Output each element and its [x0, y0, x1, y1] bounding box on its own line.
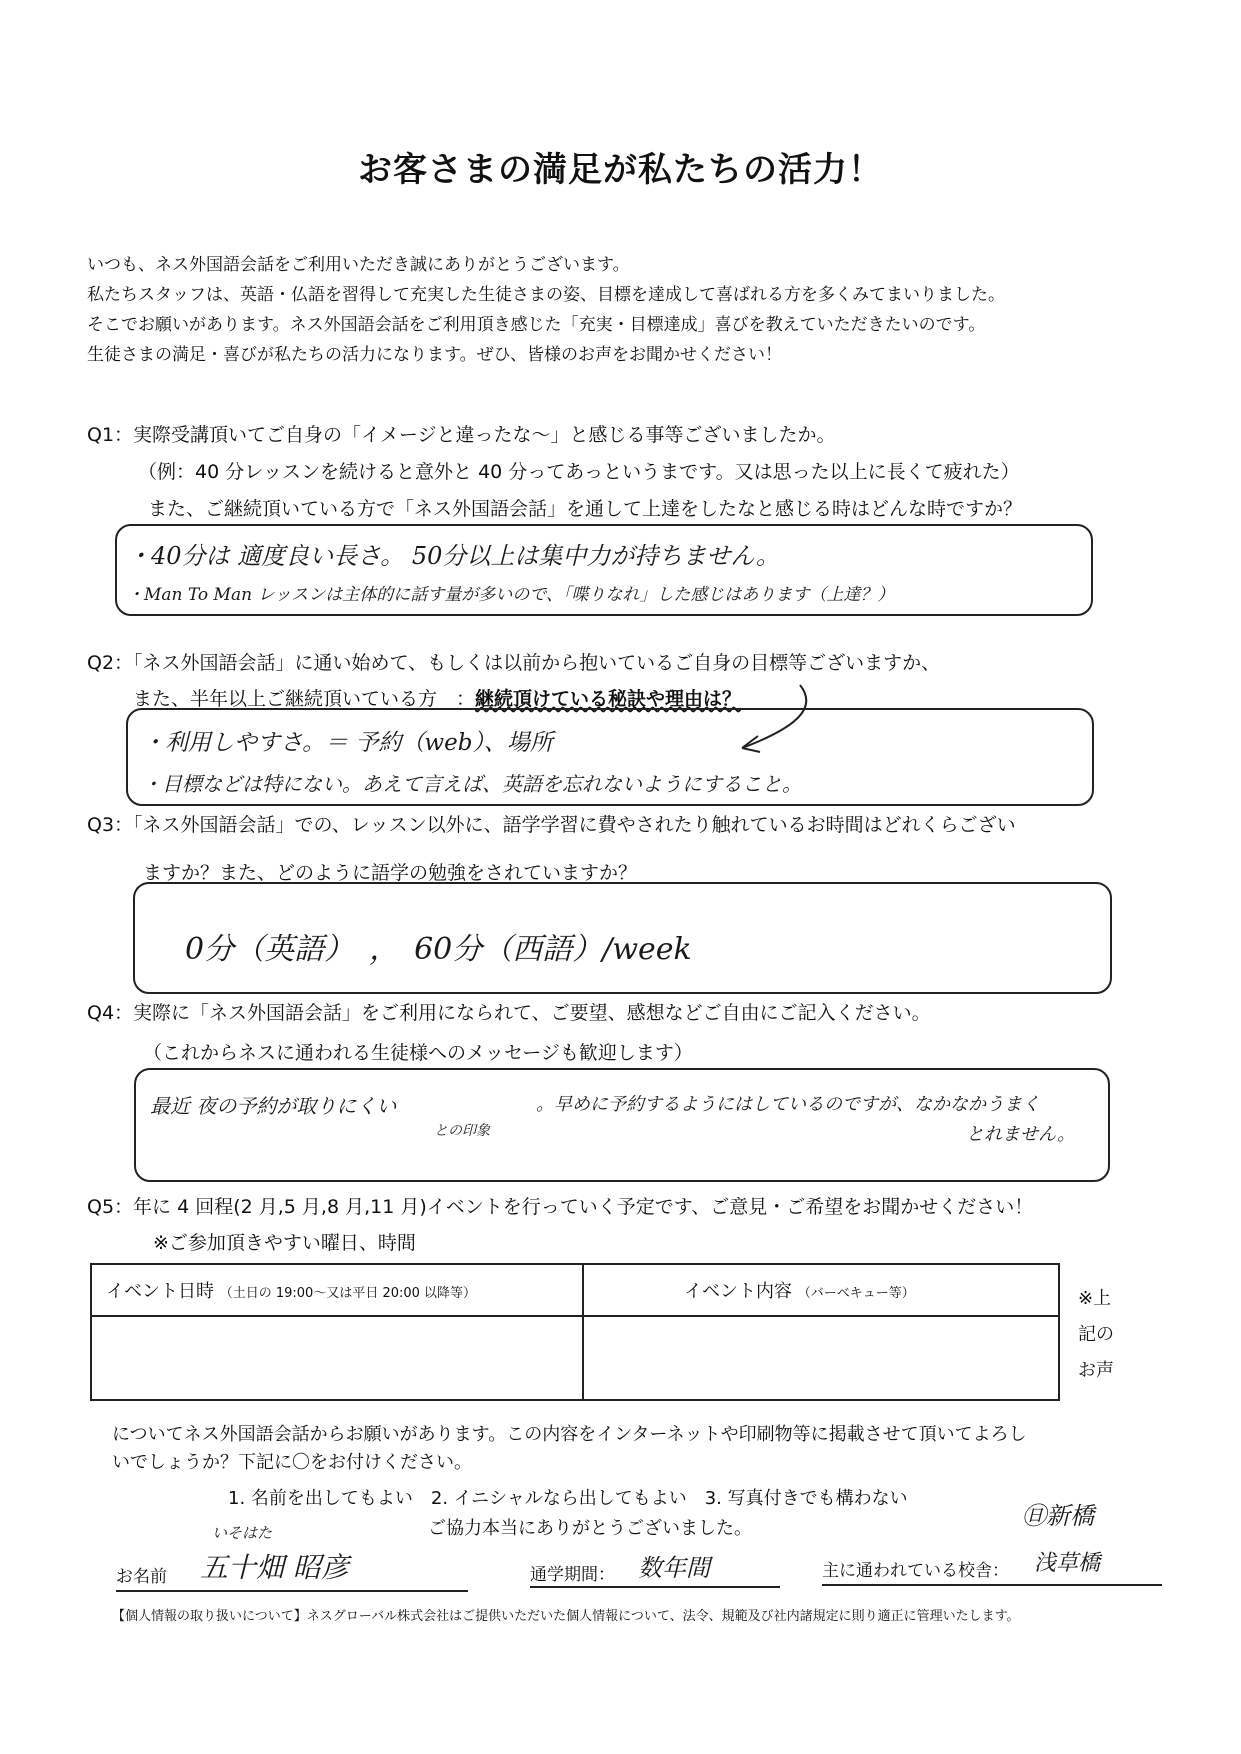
consent-line-1: についてネス外国語会話からお願いがあります。この内容をインターネットや印刷物等に掲載させて頂いてよろし [112, 1424, 1027, 1445]
event-content-label: イベント内容 [684, 1281, 792, 1302]
intro-line-3: そこでお願いがあります。ネス外国語会話をご利用頂き感じた「充実・目標達成」喜びを教えていただきたいのです。 [87, 315, 986, 335]
event-datetime-label: イベント日時 [106, 1281, 214, 1302]
q4-answer-line-1: 最近 夜の予約が取りにくい [150, 1094, 397, 1118]
event-datetime-cell[interactable] [91, 1316, 583, 1400]
q2-followup-emphasis: 継続頂けている秘訣や理由は？ [475, 688, 742, 710]
side-note-line-3: お声 [1078, 1360, 1114, 1381]
intro-line-4: 生徒さまの満足・喜びが私たちの活力になります。ぜひ、皆様のお声をお聞かせください！ [87, 345, 782, 365]
name-value[interactable]: 五十畑 昭彦 [200, 1551, 349, 1584]
thanks-message: ご協力本当にありがとうございました。 [428, 1518, 752, 1539]
q1-answer-line-2: ・Man To Man レッスンは主体的に話す量が多いので、「喋りなれ」した感じはあります（上達？） [127, 585, 895, 605]
page-title: お客さまの満足が私たちの活力！ [358, 150, 883, 190]
q2-answer-line-2: ・目標などは特にない。あえて言えば、英語を忘れないようにすること。 [142, 772, 802, 796]
consent-line-2: いでしょうか？下記に〇をお付けください。 [112, 1452, 472, 1473]
name-label: お名前 [116, 1567, 167, 1587]
q2-followup [133, 684, 741, 711]
consent-options[interactable]: 1. 名前を出してもよい 2. イニシャルなら出してもよい 3. 写真付きでも構わない [228, 1488, 908, 1509]
intro-line-1: いつも、ネス外国語会話をご利用いただき誠にありがとうございます。 [87, 255, 630, 275]
q3-question: Q3：「ネス外国語会話」での、レッスン以外に、語学学習に費やされたり触れているお時間はどれくらござい [87, 814, 1016, 836]
q2-question: Q2：「ネス外国語会話」に通い始めて、もしくは以前から抱いているご自身の目標等ございますか、 [87, 652, 941, 674]
event-content-note: （バーベキュー等） [797, 1286, 915, 1301]
name-ruby: いそはた [212, 1524, 273, 1542]
q4-answer-line-3: とれません。 [966, 1124, 1076, 1145]
intro-line-2: 私たちスタッフは、英語・仏語を習得して充実した生徒さまの姿、目標を達成して喜ばれる方を多くみてまいりました。 [87, 285, 1005, 305]
school-label: 主に通われている校舎： [822, 1561, 1009, 1581]
q2-answer-line-1: ・利用しやすさ。＝ 予約（web）、場所 [142, 730, 553, 756]
event-table [90, 1263, 1060, 1401]
event-datetime-note: （土日の 19:00～又は平日 20:00 以降等） [219, 1286, 477, 1301]
q3-answer-box[interactable] [133, 882, 1112, 994]
q4-answer-box[interactable] [134, 1068, 1110, 1182]
q5-followup: ※ご参加頂きやすい曜日、時間 [153, 1232, 416, 1254]
period-underline [530, 1586, 780, 1588]
name-underline [116, 1590, 468, 1592]
school-value-added: ㊐新橋 [1022, 1502, 1094, 1530]
event-datetime-header [91, 1264, 583, 1316]
q2-answer-box[interactable] [126, 708, 1094, 806]
q3-followup: ますか？また、どのように語学の勉強をされていますか？ [143, 862, 638, 884]
school-underline [822, 1584, 1162, 1586]
q4-followup: （これからネスに通われる生徒様へのメッセージも歓迎します） [143, 1042, 693, 1064]
q1-example: （例：40 分レッスンを続けると意外と 40 分ってあっというまです。又は思った以上に長くて疲れた） [138, 461, 1020, 483]
side-note-line-2: 記の [1078, 1324, 1114, 1345]
q1-question: Q1：実際受講頂いてご自身の「イメージと違ったな～」と感じる事等ございましたか。 [87, 424, 836, 446]
privacy-footer: 【個人情報の取り扱いについて】ネスグローバル株式会社はご提供いただいた個人情報について、法令、規範及び社内諸規定に則り適正に管理いたします。 [112, 1609, 1020, 1624]
q4-answer-line-2: 。早めに予約するようにはしているのですが、なかなかうまく [536, 1094, 1040, 1115]
event-content-header [583, 1264, 1059, 1316]
q5-question: Q5：年に 4 回程(2 月,5 月,8 月,11 月)イベントを行っていく予定です、ご意見・ご希望をお聞かせください！ [87, 1196, 1034, 1218]
school-value[interactable]: 浅草橋 [1034, 1551, 1101, 1576]
q3-answer: 0分（英語） ， 60分（西語）/week [185, 932, 692, 967]
period-value[interactable]: 数年間 [638, 1554, 710, 1582]
q1-answer-box[interactable] [115, 524, 1093, 616]
q1-followup: また、ご継続頂いている方で「ネス外国語会話」を通して上達をしたなと感じる時はどんな時ですか？ [148, 498, 1023, 520]
q4-question: Q4：実際に「ネス外国語会話」をご利用になられて、ご要望、感想などご自由にご記入ください。 [87, 1002, 931, 1024]
side-note [1078, 1281, 1114, 1389]
q2-followup-prefix: また、半年以上ご継続頂いている方 ： [133, 688, 476, 710]
q4-answer-note: との印象 [434, 1123, 490, 1139]
side-note-line-1: ※上 [1078, 1288, 1112, 1309]
q1-answer-line-1: ・40分は 適度良い長さ。 50分以上は集中力が持ちません。 [127, 542, 780, 570]
period-label: 通学期間： [530, 1565, 615, 1585]
event-content-cell[interactable] [583, 1316, 1059, 1400]
